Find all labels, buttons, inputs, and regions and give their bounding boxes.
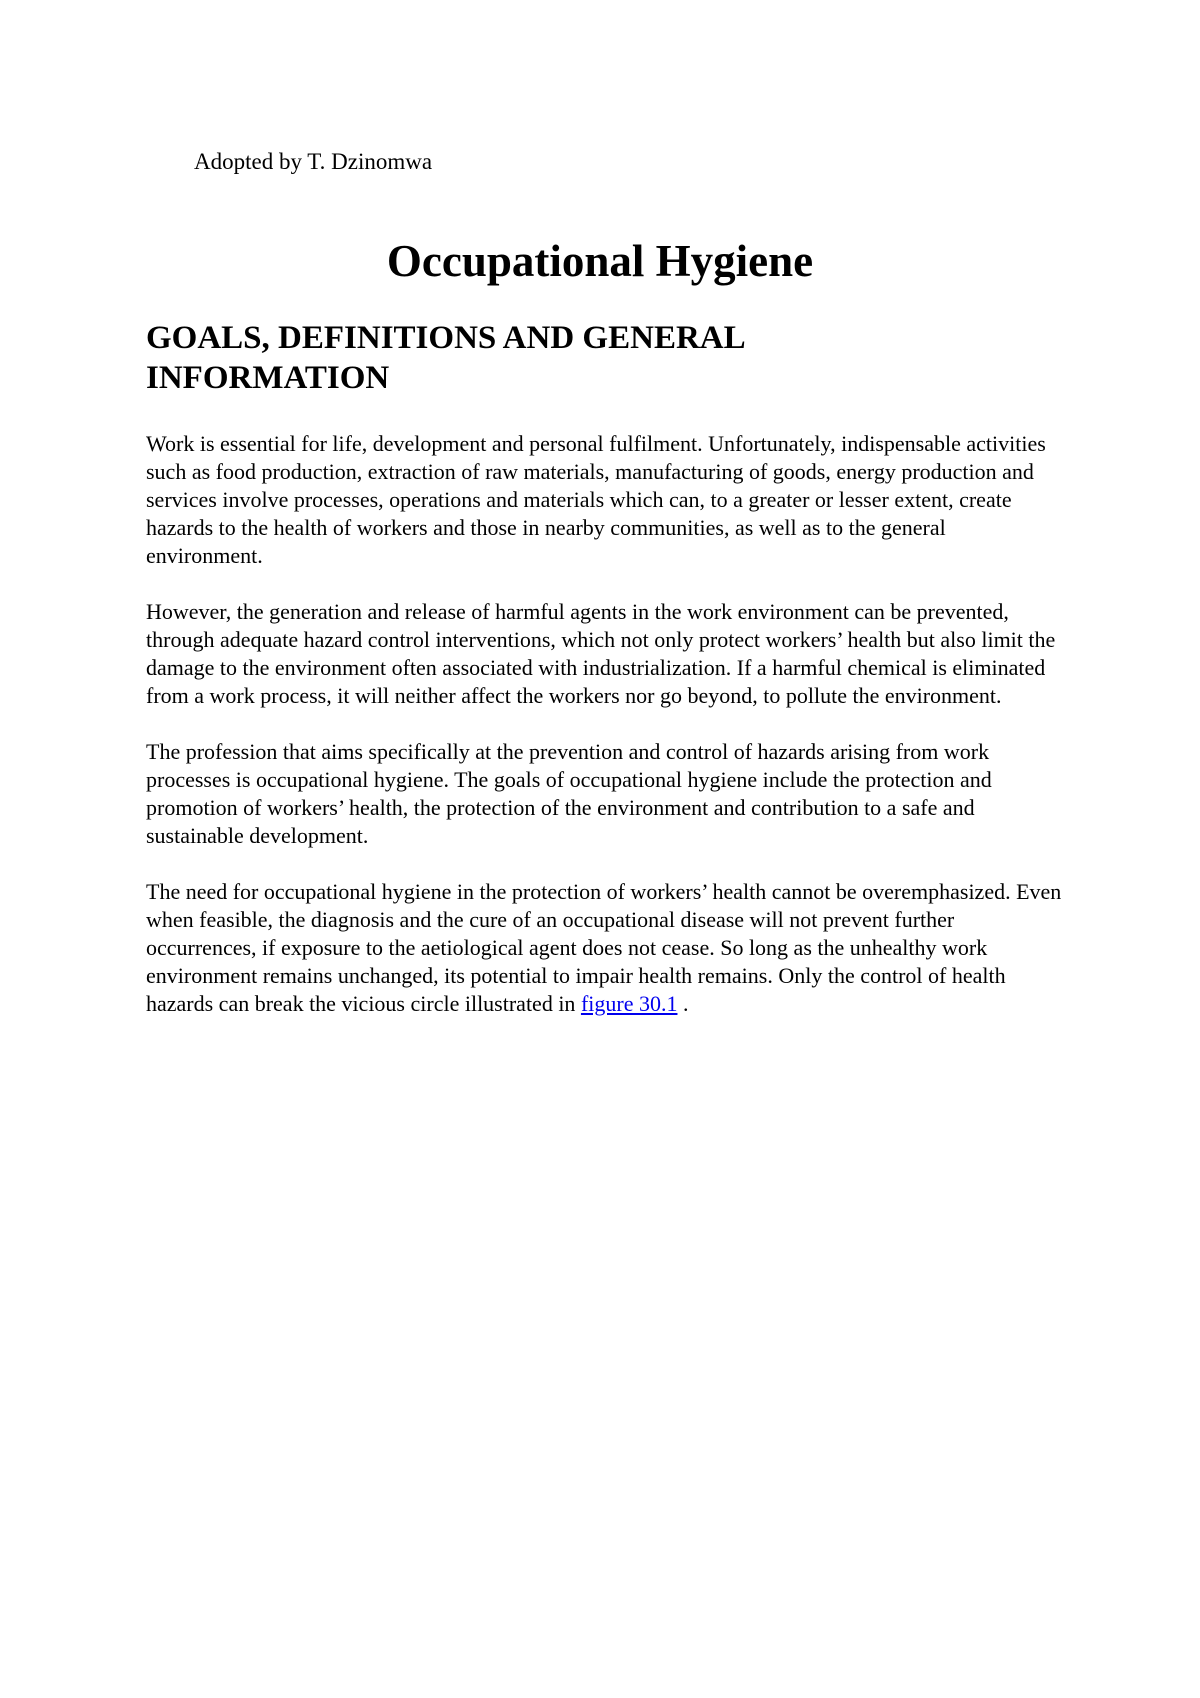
paragraph-trailing-punctuation: . — [677, 991, 689, 1016]
author-line: Adopted by T. Dzinomwa — [194, 149, 433, 174]
paragraph-need-for-hygiene — [146, 878, 1063, 1018]
document-title: Occupational Hygiene — [386, 236, 814, 286]
paragraph-harmful-agents: However, the generation and release of harmful agents in the work environment can be prevented, through adequate hazard control interventions, which not only protect workers’ health but also limit the damage to the environment often associated with industrialization. If a harmful chemical is eliminated from a work process, it will neither affect the workers nor go beyond, to pollute the environment. — [146, 599, 1056, 708]
paragraph-need-for-hygiene-text: The need for occupational hygiene in the protection of workers’ health cannot be overemphasized. Even when feasible, the diagnosis and the cure of an occupational disease will not prevent further occurrences, if exposure to the aetiological agent does not cease. So long as the unhealthy work environment remains unchanged, its potential to impair health remains. Only the control of health hazards can break the vicious circle illustrated in — [146, 879, 1062, 1016]
paragraph-profession-goals: The profession that aims specifically at the prevention and control of hazards arising from work processes is occupational hygiene. The goals of occupational hygiene include the protection and promotion of workers’ health, the protection of the environment and contribution to a safe and sustainable development. — [146, 739, 992, 848]
paragraph-work-essential: Work is essential for life, development and personal fulfilment. Unfortunately, indispensable activities such as food production, extraction of raw materials, manufacturing of goods, energy production and services involve processes, operations and materials which can, to a greater or lesser extent, create hazards to the health of workers and those in nearby communities, as well as to the general environment. — [146, 431, 1046, 568]
figure-30-1-link[interactable]: figure 30.1 — [580, 991, 678, 1016]
document-body — [146, 430, 1063, 1046]
section-heading: GOALS, DEFINITIONS AND GENERAL INFORMATION — [146, 320, 744, 396]
